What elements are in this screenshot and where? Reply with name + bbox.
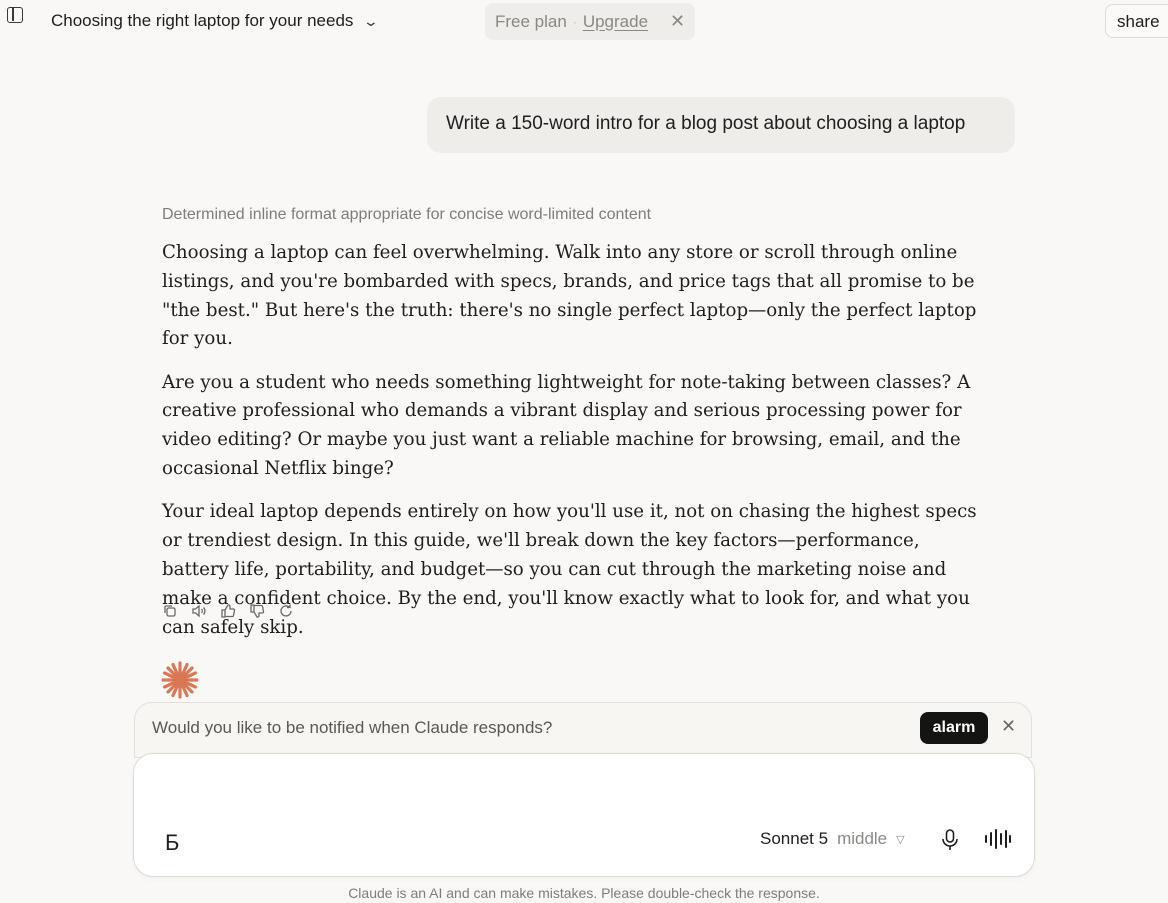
- thumbs-up-icon[interactable]: [220, 603, 236, 619]
- chevron-down-icon: ▽: [896, 833, 905, 846]
- response-paragraph: Your ideal laptop depends entirely on how you'll use it, not on chasing the highest specs or trendiest design. In this guide, we'll break down the key factors—performance, battery life, portability, and budget—so you can cut through the marketing noise and make a confident choice. By the end, you'll know exactly what to look for, and what you can safely skip.: [162, 501, 977, 638]
- top-bar: [0, 0, 1168, 44]
- upgrade-link[interactable]: Upgrade: [582, 11, 649, 31]
- conversation-title-menu[interactable]: [51, 11, 380, 31]
- model-selector[interactable]: [760, 829, 905, 849]
- notification-text: Would you like to be notified when Claude responds?: [152, 718, 553, 737]
- alarm-button[interactable]: alarm: [920, 712, 988, 744]
- response-paragraph: Are you a student who needs something lightweight for note-taking between classes? A creative professional who demands a vibrant display and serious processing power for video editing? Or maybe you just want a reliable machine for browsing, email, and the occasional Netflix binge?: [162, 371, 971, 480]
- user-message: Write a 150-word intro for a blog post about choosing a laptop: [427, 97, 1015, 153]
- chevron-down-icon: ⌄: [363, 12, 380, 29]
- conversation-title: Choosing the right laptop for your needs: [51, 11, 354, 30]
- plan-banner: [485, 3, 695, 40]
- assistant-response: [162, 239, 992, 657]
- notification-banner: [134, 702, 1032, 758]
- copy-icon[interactable]: [162, 603, 178, 619]
- plan-separator: ·: [572, 14, 577, 29]
- response-paragraph: Choosing a laptop can feel overwhelming. Walk into any store or scroll through online listings, and you're bombarded with specs, brands, and price tags that all promise to be "the best." But here's the truth: there's no single perfect laptop—only the perfect laptop for you.: [162, 242, 977, 350]
- share-button[interactable]: share: [1105, 4, 1168, 38]
- close-icon[interactable]: ✕: [670, 11, 686, 31]
- close-icon[interactable]: ✕: [1001, 716, 1017, 736]
- voice-mode-icon[interactable]: [984, 828, 1012, 850]
- disclaimer: Claude is an AI and can make mistakes. Please double-check the response.: [348, 885, 820, 901]
- speaker-icon[interactable]: [191, 603, 207, 619]
- microphone-icon[interactable]: [940, 828, 960, 852]
- model-name: Sonnet 5: [760, 829, 829, 848]
- thumbs-down-icon[interactable]: [249, 603, 265, 619]
- claude-spark-icon: [160, 660, 200, 700]
- retry-icon[interactable]: [278, 603, 294, 619]
- thinking-summary[interactable]: Determined inline format appropriate for concise word-limited content: [162, 206, 652, 223]
- model-mode: middle: [837, 829, 888, 848]
- message-composer: [133, 753, 1035, 877]
- sidebar-toggle-icon[interactable]: [7, 7, 23, 23]
- message-actions: [162, 603, 294, 619]
- attach-icon[interactable]: Б: [165, 830, 180, 855]
- message-input[interactable]: [154, 774, 1014, 814]
- plan-label: Free plan: [495, 11, 567, 31]
